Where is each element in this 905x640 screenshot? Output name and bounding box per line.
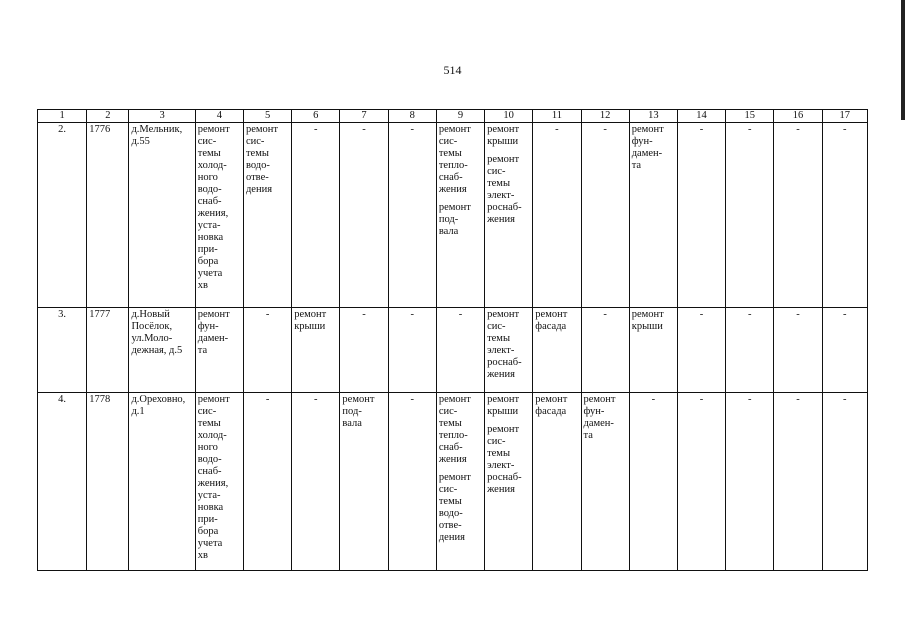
work-cell-col-7: [340, 308, 388, 393]
work-cell-col-13: [629, 308, 677, 393]
address-cell: д.Ореховно, д.1: [129, 393, 195, 571]
column-number: 14: [677, 110, 725, 123]
repair-schedule-table: [37, 109, 868, 571]
column-number: 13: [629, 110, 677, 123]
work-cell-col-4: [195, 123, 243, 308]
work-cell-col-4: [195, 308, 243, 393]
work-cell-col-9: [436, 308, 484, 393]
empty-dash: -: [314, 394, 318, 405]
work-item: ремонт под- вала: [438, 202, 471, 237]
work-cell-col-14: [677, 123, 725, 308]
work-cell-col-10: [485, 308, 533, 393]
work-cell-col-8: [388, 123, 436, 308]
empty-dash: -: [796, 124, 800, 135]
work-item: ремонт сис- темы холод- ного водо- снаб- жения, уста- новка при- бора учета хв: [197, 124, 230, 291]
work-cell-col-13: [629, 393, 677, 571]
work-cell-col-14: [677, 308, 725, 393]
column-number: 2: [87, 110, 129, 123]
work-cell-col-16: [774, 308, 822, 393]
empty-dash: -: [265, 394, 270, 405]
column-number: 11: [533, 110, 581, 123]
work-item: ремонт крыши: [487, 124, 520, 147]
work-cell-col-17: [822, 123, 867, 308]
work-cell-col-14: [677, 393, 725, 571]
column-number: 12: [581, 110, 629, 123]
column-number: 15: [726, 110, 774, 123]
empty-dash: -: [699, 309, 704, 320]
table-row: [38, 393, 868, 571]
empty-dash: -: [410, 309, 414, 320]
empty-dash: -: [410, 394, 414, 405]
empty-dash: -: [410, 124, 414, 135]
address-cell: д.Мельник, д.55: [129, 123, 195, 308]
work-item: ремонт фун- дамен- та: [197, 309, 230, 356]
empty-dash: -: [603, 309, 607, 320]
work-item: ремонт фасада: [535, 394, 568, 417]
work-cell-col-16: [774, 393, 822, 571]
table-row: [38, 308, 868, 393]
work-item: ремонт под- вала: [342, 394, 375, 429]
work-cell-col-10: [485, 393, 533, 571]
empty-dash: -: [748, 394, 752, 405]
work-item: ремонт фун- дамен- та: [583, 394, 616, 441]
column-number: 10: [485, 110, 533, 123]
work-cell-col-17: [822, 308, 867, 393]
empty-dash: -: [843, 394, 847, 405]
work-cell-col-12: [581, 123, 629, 308]
work-item: ремонт крыши: [294, 309, 327, 332]
object-code-cell: 1777: [87, 308, 129, 393]
work-item: ремонт сис- темы элект- роснаб- жения: [487, 154, 522, 225]
work-cell-col-16: [774, 123, 822, 308]
row-number-cell: 4.: [38, 393, 87, 571]
row-number-cell: 3.: [38, 308, 87, 393]
column-number: 6: [292, 110, 340, 123]
column-number: 9: [436, 110, 484, 123]
work-cell-col-15: [726, 393, 774, 571]
empty-dash: -: [699, 124, 704, 135]
work-cell-col-5: [243, 393, 291, 571]
work-cell-col-17: [822, 393, 867, 571]
object-code-cell: 1778: [87, 393, 129, 571]
object-code-cell: 1776: [87, 123, 129, 308]
work-cell-col-6: [292, 393, 340, 571]
work-cell-col-6: [292, 308, 340, 393]
work-item: ремонт сис- темы водо- отве- дения: [438, 472, 471, 543]
column-number: 1: [38, 110, 87, 123]
work-item: ремонт крыши: [631, 309, 664, 332]
work-cell-col-7: [340, 123, 388, 308]
table-row: [38, 123, 868, 308]
column-number: 4: [195, 110, 243, 123]
work-cell-col-4: [195, 393, 243, 571]
work-cell-col-10: [485, 123, 533, 308]
work-item: ремонт сис- темы водо- отве- дения: [245, 124, 278, 195]
work-item: ремонт сис- темы холод- ного водо- снаб- жения, уста- новка при- бора учета хв: [197, 394, 230, 561]
work-cell-col-11: [533, 308, 581, 393]
work-cell-col-9: [436, 123, 484, 308]
column-number: 8: [388, 110, 436, 123]
work-item: ремонт сис- темы тепло- снаб- жения: [438, 394, 471, 465]
empty-dash: -: [699, 394, 704, 405]
row-number-cell: 2.: [38, 123, 87, 308]
column-number: 17: [822, 110, 867, 123]
work-cell-col-12: [581, 308, 629, 393]
work-item: ремонт сис- темы элект- роснаб- жения: [487, 309, 522, 380]
empty-dash: -: [362, 124, 366, 135]
work-item: ремонт фун- дамен- та: [631, 124, 664, 171]
work-cell-col-13: [629, 123, 677, 308]
empty-dash: -: [651, 394, 656, 405]
work-cell-col-7: [340, 393, 388, 571]
column-number: 7: [340, 110, 388, 123]
empty-dash: -: [555, 124, 559, 135]
work-cell-col-12: [581, 393, 629, 571]
work-cell-col-9: [436, 393, 484, 571]
column-number: 16: [774, 110, 822, 123]
work-cell-col-6: [292, 123, 340, 308]
empty-dash: -: [362, 309, 366, 320]
work-item: ремонт сис- темы элект- роснаб- жения: [487, 424, 522, 495]
column-number: 5: [243, 110, 291, 123]
column-number-header-row: [38, 110, 868, 123]
empty-dash: -: [843, 124, 847, 135]
empty-dash: -: [314, 124, 318, 135]
work-cell-col-11: [533, 393, 581, 571]
work-item: ремонт сис- темы тепло- снаб- жения: [438, 124, 471, 195]
work-cell-col-11: [533, 123, 581, 308]
empty-dash: -: [748, 124, 752, 135]
work-cell-col-5: [243, 123, 291, 308]
empty-dash: -: [796, 394, 800, 405]
empty-dash: -: [796, 309, 800, 320]
empty-dash: -: [603, 124, 607, 135]
work-cell-col-5: [243, 308, 291, 393]
page-number: 514: [443, 63, 462, 77]
work-cell-col-15: [726, 123, 774, 308]
empty-dash: -: [458, 309, 463, 320]
work-cell-col-8: [388, 393, 436, 571]
address-cell: д.Новый Посёлок, ул.Моло- дежная, д.5: [129, 308, 195, 393]
work-item: ремонт крыши: [487, 394, 520, 417]
empty-dash: -: [265, 309, 270, 320]
empty-dash: -: [843, 309, 847, 320]
column-number: 3: [129, 110, 195, 123]
work-cell-col-15: [726, 308, 774, 393]
work-item: ремонт фасада: [535, 309, 568, 332]
page-edge-mark: [901, 0, 905, 120]
empty-dash: -: [748, 309, 752, 320]
work-cell-col-8: [388, 308, 436, 393]
